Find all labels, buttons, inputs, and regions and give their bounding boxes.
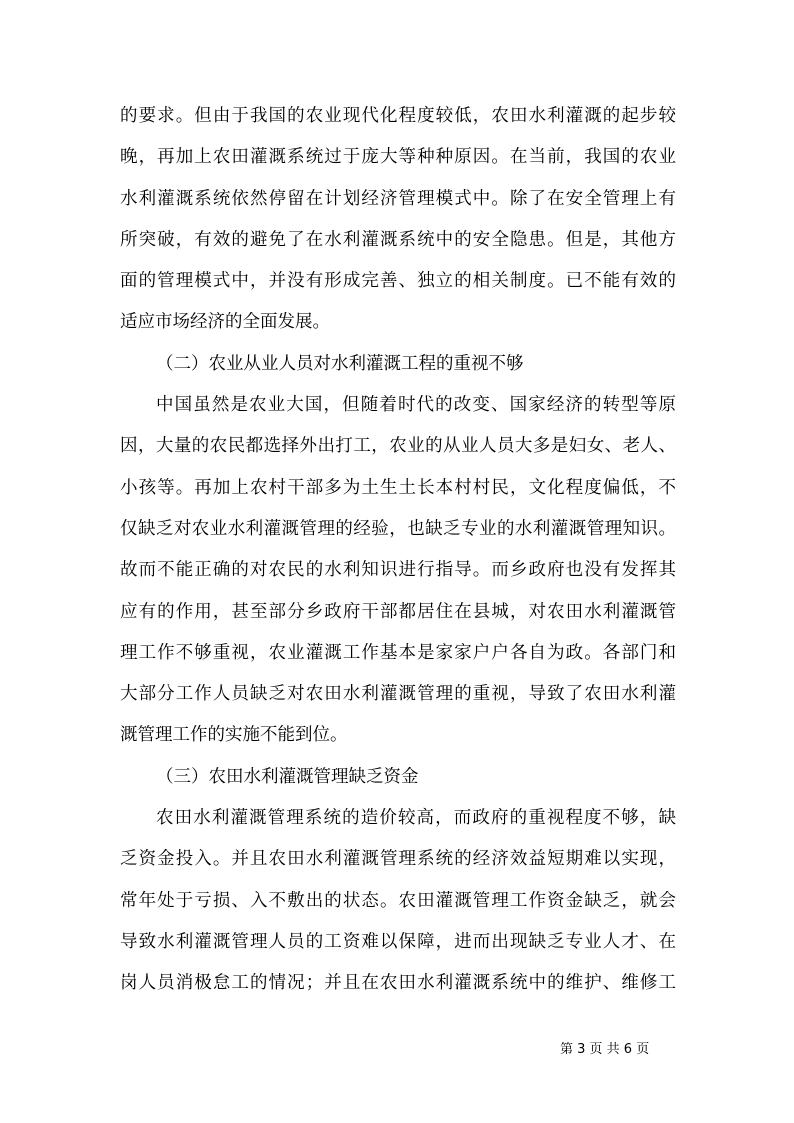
paragraph-line: 面的管理模式中，并没有形成完善、独立的相关制度。已不能有效的 xyxy=(120,271,676,292)
paragraph-line: 常年处于亏损、入不敷出的状态。农田灌溉管理工作资金缺乏，就会 xyxy=(120,890,676,911)
section-heading: （二）农业从业人员对水利灌溉工程的重视不够 xyxy=(156,353,524,374)
paragraph-line: 中国虽然是农业大国，但随着时代的改变、国家经济的转型等原 xyxy=(156,395,676,416)
paragraph-line: 导致水利灌溉管理人员的工资难以保障，进而出现缺乏专业人才、在 xyxy=(120,931,676,952)
paragraph-line: 应有的作用，甚至部分乡政府干部都居住在县城，对农田水利灌溉管 xyxy=(120,601,676,622)
paragraph-line: 晚，再加上农田灌溉系统过于庞大等种种原因。在当前，我国的农业 xyxy=(120,147,676,168)
paragraph-line: 溉管理工作的实施不能到位。 xyxy=(120,725,348,746)
page-number-footer: 第 3 页 共 6 页 xyxy=(560,1042,650,1057)
paragraph-line: 农田水利灌溉管理系统的造价较高，而政府的重视程度不够，缺 xyxy=(156,808,676,829)
paragraph-line: 岗人员消极怠工的情况；并且在农田水利灌溉系统中的维护、维修工 xyxy=(120,973,676,994)
paragraph-line: 仅缺乏对农业水利灌溉管理的经验，也缺乏专业的水利灌溉管理知识。 xyxy=(120,518,676,539)
paragraph-line: 适应市场经济的全面发展。 xyxy=(120,312,330,333)
paragraph-line: 的要求。但由于我国的农业现代化程度较低，农田水利灌溉的起步较 xyxy=(120,106,676,126)
paragraph-line: 所突破，有效的避免了在水利灌溉系统中的安全隐患。但是，其他方 xyxy=(120,229,676,250)
paragraph-line: 理工作不够重视，农业灌溉工作基本是家家户户各自为政。各部门和 xyxy=(120,642,676,663)
paragraph-line: 水利灌溉系统依然停留在计划经济管理模式中。除了在安全管理上有 xyxy=(120,188,676,209)
body-text xyxy=(120,96,676,1005)
section-heading: （三）农田水利灌溉管理缺乏资金 xyxy=(156,766,419,787)
paragraph-line: 小孩等。再加上农村干部多为土生土长本村村民，文化程度偏低，不 xyxy=(120,477,676,498)
paragraph-line: 因，大量的农民都选择外出打工，农业的从业人员大多是妇女、老人、 xyxy=(120,436,676,457)
paragraph-line: 大部分工作人员缺乏对农田水利灌溉管理的重视，导致了农田水利灌 xyxy=(120,684,676,705)
paragraph-line: 故而不能正确的对农民的水利知识进行指导。而乡政府也没有发挥其 xyxy=(120,560,676,581)
paragraph-line: 乏资金投入。并且农田水利灌溉管理系统的经济效益短期难以实现， xyxy=(120,849,676,870)
